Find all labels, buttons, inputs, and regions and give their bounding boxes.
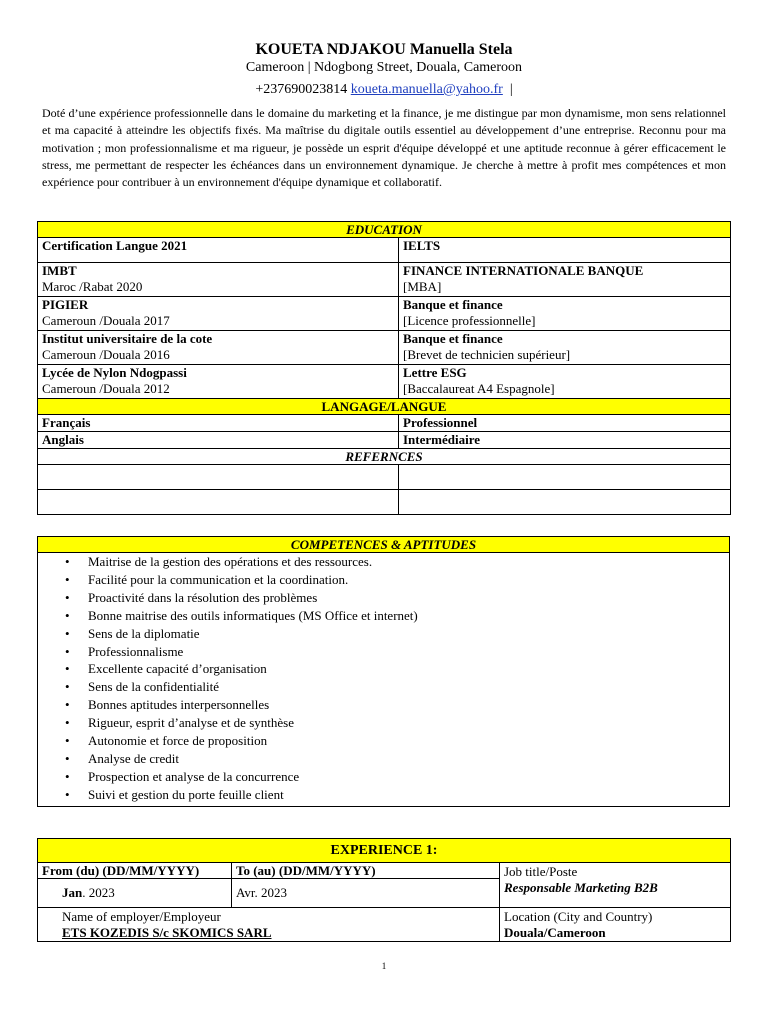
from-label: From (du) (DD/MM/YYYY) bbox=[38, 863, 232, 879]
list-item: • Analyse de credit bbox=[88, 750, 725, 768]
education-header: EDUCATION bbox=[38, 222, 731, 238]
language-level: Professionnel bbox=[399, 415, 731, 432]
school-name: Institut universitaire de la cote bbox=[42, 331, 213, 346]
field-of-study: Lettre ESG bbox=[403, 365, 467, 380]
competences-table bbox=[37, 536, 730, 807]
certification-value: IELTS bbox=[399, 238, 731, 263]
employer-name: ETS KOZEDIS S/c SKOMICS SARL bbox=[62, 925, 272, 940]
to-label: To (au) (DD/MM/YYYY) bbox=[232, 863, 500, 879]
contact-separator: | bbox=[509, 82, 513, 97]
to-date: Avr. 2023 bbox=[232, 879, 500, 908]
from-year: . 2023 bbox=[82, 885, 115, 900]
contact-line bbox=[0, 82, 768, 98]
school-place: Maroc /Rabat 2020 bbox=[42, 279, 143, 294]
certification-label: Certification Langue 2021 bbox=[38, 238, 399, 263]
education-row bbox=[38, 331, 731, 365]
degree: [Brevet de technicien supérieur] bbox=[403, 347, 571, 362]
language-level: Intermédiaire bbox=[399, 432, 731, 449]
experience-table bbox=[37, 838, 731, 942]
school-place: Cameroun /Douala 2017 bbox=[42, 313, 170, 328]
school-name: PIGIER bbox=[42, 297, 89, 312]
degree: [MBA] bbox=[403, 279, 442, 294]
phone-number: +237690023814 bbox=[255, 82, 348, 97]
list-item: • Sens de la diplomatie bbox=[88, 625, 725, 643]
page-number: 1 bbox=[381, 961, 387, 971]
list-item: • Sens de la confidentialité bbox=[88, 678, 725, 696]
list-item: • Proactivité dans la résolution des problèmes bbox=[88, 589, 725, 607]
profile-summary: Doté d’une expérience professionnelle dans le domaine du marketing et la finance, je me distingue par mon dynamisme, mon sens relationnel et ma capacité à atteindre les objectifs fixés. Ma maîtrise du digitale outils essentiel au développement d’une entreprise. Reconnu pour ma motivation ; mon professionnalisme et ma rigueur, je possède un esprit d'équipe développé et une aptitude reconnue à gérer efficacement le stress, me permettant de respecter les échéances dans un environnement dynamique. Je cherche à mettre à profit mes compétences et mon expérience pour contribuer à un environnement d'équipe dynamique et collaboratif. bbox=[42, 106, 726, 190]
languages-header: LANGAGE/LANGUE bbox=[38, 399, 731, 415]
school-name: Lycée de Nylon Ndogpassi bbox=[42, 365, 187, 380]
language-name: Français bbox=[38, 415, 399, 432]
education-row bbox=[38, 365, 731, 399]
school-place: Cameroun /Douala 2012 bbox=[42, 381, 170, 396]
education-table bbox=[37, 221, 731, 515]
reference-cell bbox=[38, 490, 399, 515]
skills-list bbox=[42, 553, 725, 804]
location-label: Location (City and Country) bbox=[504, 909, 653, 924]
field-of-study: Banque et finance bbox=[403, 297, 503, 312]
employer-label: Name of employer/Employeur bbox=[62, 909, 221, 924]
school-name: IMBT bbox=[42, 263, 77, 278]
education-row bbox=[38, 297, 731, 331]
list-item: • Professionnalisme bbox=[88, 643, 725, 661]
field-of-study: FINANCE INTERNATIONALE BANQUE bbox=[403, 263, 644, 278]
list-item: • Excellente capacité d’organisation bbox=[88, 660, 725, 678]
reference-cell bbox=[399, 465, 731, 490]
reference-cell bbox=[38, 465, 399, 490]
experience-header: EXPERIENCE 1: bbox=[38, 839, 731, 863]
job-title: Responsable Marketing B2B bbox=[504, 880, 658, 895]
list-item: • Prospection et analyse de la concurrence bbox=[88, 768, 725, 786]
degree: [Baccalaureat A4 Espagnole] bbox=[403, 381, 555, 396]
list-item: • Suivi et gestion du porte feuille client bbox=[88, 786, 725, 804]
field-of-study: Banque et finance bbox=[403, 331, 503, 346]
competences-header: COMPETENCES & APTITUDES bbox=[38, 537, 730, 553]
school-place: Cameroun /Douala 2016 bbox=[42, 347, 170, 362]
candidate-address: Cameroon | Ndogbong Street, Douala, Cameroon bbox=[245, 60, 523, 75]
reference-cell bbox=[399, 490, 731, 515]
language-name: Anglais bbox=[38, 432, 399, 449]
list-item: • Bonnes aptitudes interpersonnelles bbox=[88, 696, 725, 714]
list-item: • Bonne maitrise des outils informatiques (MS Office et internet) bbox=[88, 607, 725, 625]
list-item: • Maitrise de la gestion des opérations et des ressources. bbox=[88, 553, 725, 571]
language-row bbox=[38, 415, 731, 432]
from-month: Jan bbox=[62, 885, 83, 900]
location-value: Douala/Cameroon bbox=[504, 925, 606, 940]
education-row bbox=[38, 263, 731, 297]
email-link[interactable]: koueta.manuella@yahoo.fr bbox=[350, 82, 503, 97]
from-date bbox=[38, 879, 232, 908]
references-header: REFERNCES bbox=[38, 449, 731, 465]
candidate-name: KOUETA NDJAKOU Manuella Stela bbox=[255, 41, 513, 58]
list-item: • Autonomie et force de proposition bbox=[88, 732, 725, 750]
language-row bbox=[38, 432, 731, 449]
list-item: • Rigueur, esprit d’analyse et de synthèse bbox=[88, 714, 725, 732]
list-item: • Facilité pour la communication et la coordination. bbox=[88, 571, 725, 589]
job-title-label: Job title/Poste bbox=[504, 864, 578, 879]
degree: [Licence professionnelle] bbox=[403, 313, 536, 328]
